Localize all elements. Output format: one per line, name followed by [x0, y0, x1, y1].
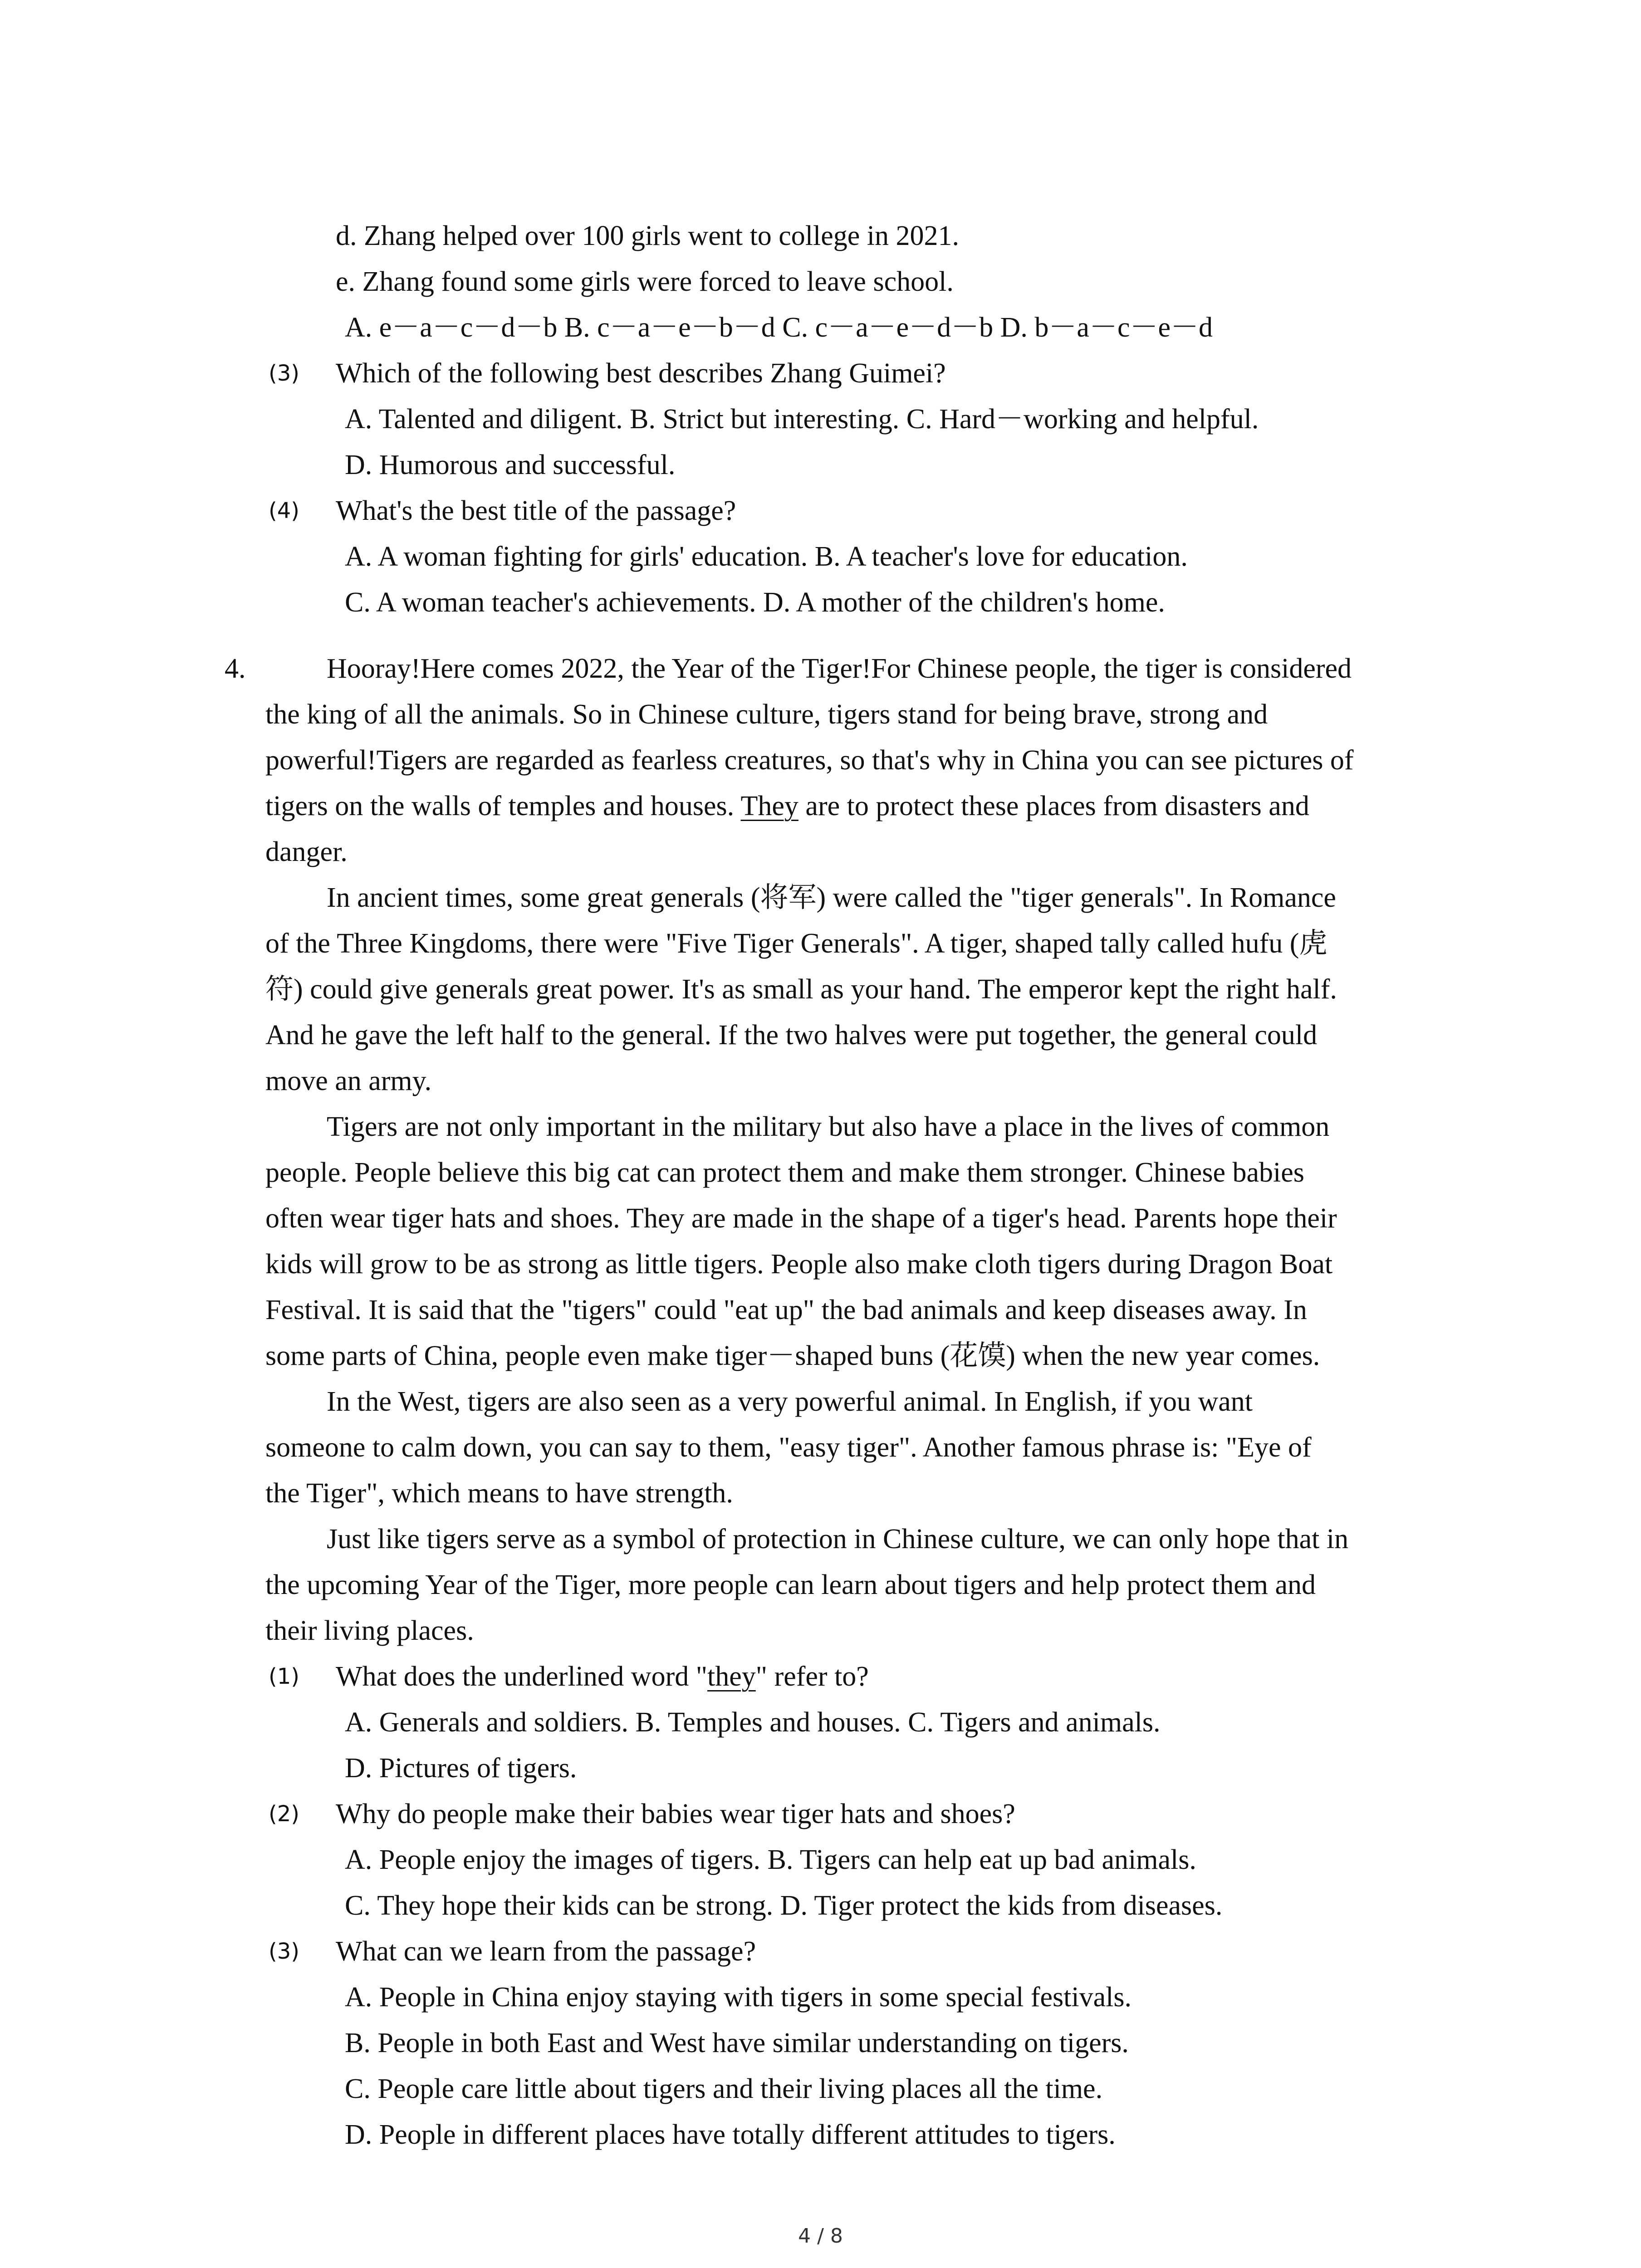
- passage-line: Just like tigers serve as a symbol of protection in Chinese culture, we can only hope that in: [327, 1524, 1349, 1554]
- passage-line: In ancient times, some great generals (将军) were called the "tiger generals". In Romance: [327, 882, 1336, 913]
- passage-line: powerful!Tigers are regarded as fearless creatures, so that's why in China you can see pictures of: [265, 745, 1354, 776]
- question-text: What can we learn from the passage?: [336, 1936, 756, 1967]
- passage-line: Hooray!Here comes 2022, the Year of the Tiger!For Chinese people, the tiger is considered: [327, 653, 1352, 684]
- choice-line: A. Talented and diligent. B. Strict but interesting. C. Hard－working and helpful.: [345, 404, 1259, 435]
- underlined-word: they: [707, 1661, 756, 1692]
- passage-line: of the Three Kingdoms, there were "Five Tiger Generals". A tiger, shaped tally called hufu (虎: [265, 928, 1327, 959]
- passage-line: often wear tiger hats and shoes. They are made in the shape of a tiger's head. Parents hope their: [265, 1203, 1337, 1234]
- choice-line: C. A woman teacher's achievements. D. A mother of the children's home.: [345, 587, 1165, 618]
- passage-line: the king of all the animals. So in Chinese culture, tigers stand for being brave, strong and: [265, 699, 1268, 730]
- option-d-line: d. Zhang helped over 100 girls went to college in 2021.: [336, 220, 960, 251]
- choice-line: A. A woman fighting for girls' education. B. A teacher's love for education.: [345, 541, 1188, 572]
- choice-line: C. They hope their kids can be strong. D. Tiger protect the kids from diseases.: [345, 1890, 1223, 1921]
- question-text: Why do people make their babies wear tiger hats and shoes?: [336, 1799, 1015, 1829]
- passage-number: 4.: [225, 653, 246, 684]
- choice-line: B. People in both East and West have similar understanding on tigers.: [345, 2028, 1129, 2058]
- passage-line: the Tiger", which means to have strength.: [265, 1478, 733, 1509]
- choice-line: C. People care little about tigers and their living places all the time.: [345, 2073, 1103, 2104]
- question-text: What's the best title of the passage?: [336, 495, 736, 526]
- passage-line: [265, 788, 1309, 824]
- passage-line: their living places.: [265, 1615, 474, 1646]
- option-e-line: e. Zhang found some girls were forced to leave school.: [336, 266, 954, 297]
- question-number: (3): [269, 1939, 299, 1964]
- passage-line: move an army.: [265, 1066, 432, 1096]
- page-number: 4 / 8: [798, 2224, 843, 2248]
- question-text: Which of the following best describes Zhang Guimei?: [336, 358, 946, 389]
- passage-line: someone to calm down, you can say to them, "easy tiger". Another famous phrase is: "Eye of: [265, 1432, 1312, 1463]
- passage-line: danger.: [265, 836, 348, 867]
- passage-line: people. People believe this big cat can protect them and make them stronger. Chinese babies: [265, 1157, 1304, 1188]
- passage-text: are to protect these places from disasters and: [798, 791, 1309, 821]
- choice-line: A. People in China enjoy staying with tigers in some special festivals.: [345, 1982, 1132, 2013]
- passage-text: tigers on the walls of temples and houses.: [265, 791, 741, 821]
- order-choices: A. e－a－c－d－b B. c－a－e－b－d C. c－a－e－d－b D. b－a－c－e－d: [345, 312, 1213, 343]
- underlined-word: They: [740, 791, 798, 821]
- passage-line: Festival. It is said that the "tigers" could "eat up" the bad animals and keep diseases away. In: [265, 1295, 1307, 1325]
- passage-line: And he gave the left half to the general. If the two halves were put together, the general could: [265, 1020, 1318, 1051]
- choice-line: D. Pictures of tigers.: [345, 1753, 577, 1784]
- question-text-part: " refer to?: [755, 1661, 869, 1692]
- passage-line: the upcoming Year of the Tiger, more people can learn about tigers and help protect them and: [265, 1569, 1316, 1600]
- passage-line: Tigers are not only important in the military but also have a place in the lives of common: [327, 1111, 1330, 1142]
- question-number: (3): [269, 361, 299, 386]
- passage-line: 符) could give generals great power. It's as small as your hand. The emperor kept the right half.: [265, 974, 1337, 1005]
- question-number: (2): [269, 1801, 299, 1827]
- passage-line: some parts of China, people even make tiger－shaped buns (花馍) when the new year comes.: [265, 1340, 1320, 1371]
- choice-line: D. Humorous and successful.: [345, 450, 676, 480]
- question-number: (4): [269, 498, 299, 523]
- passage-line: In the West, tigers are also seen as a very powerful animal. In English, if you want: [327, 1386, 1253, 1417]
- passage-line: kids will grow to be as strong as little tigers. People also make cloth tigers during Dragon Boat: [265, 1249, 1333, 1280]
- choice-line: A. People enjoy the images of tigers. B. Tigers can help eat up bad animals.: [345, 1844, 1196, 1875]
- question-text-part: What does the underlined word ": [336, 1661, 708, 1692]
- question-number: (1): [269, 1664, 299, 1689]
- choice-line: D. People in different places have totally different attitudes to tigers.: [345, 2119, 1116, 2150]
- question-text: [336, 1658, 869, 1695]
- choice-line: A. Generals and soldiers. B. Temples and houses. C. Tigers and animals.: [345, 1707, 1161, 1738]
